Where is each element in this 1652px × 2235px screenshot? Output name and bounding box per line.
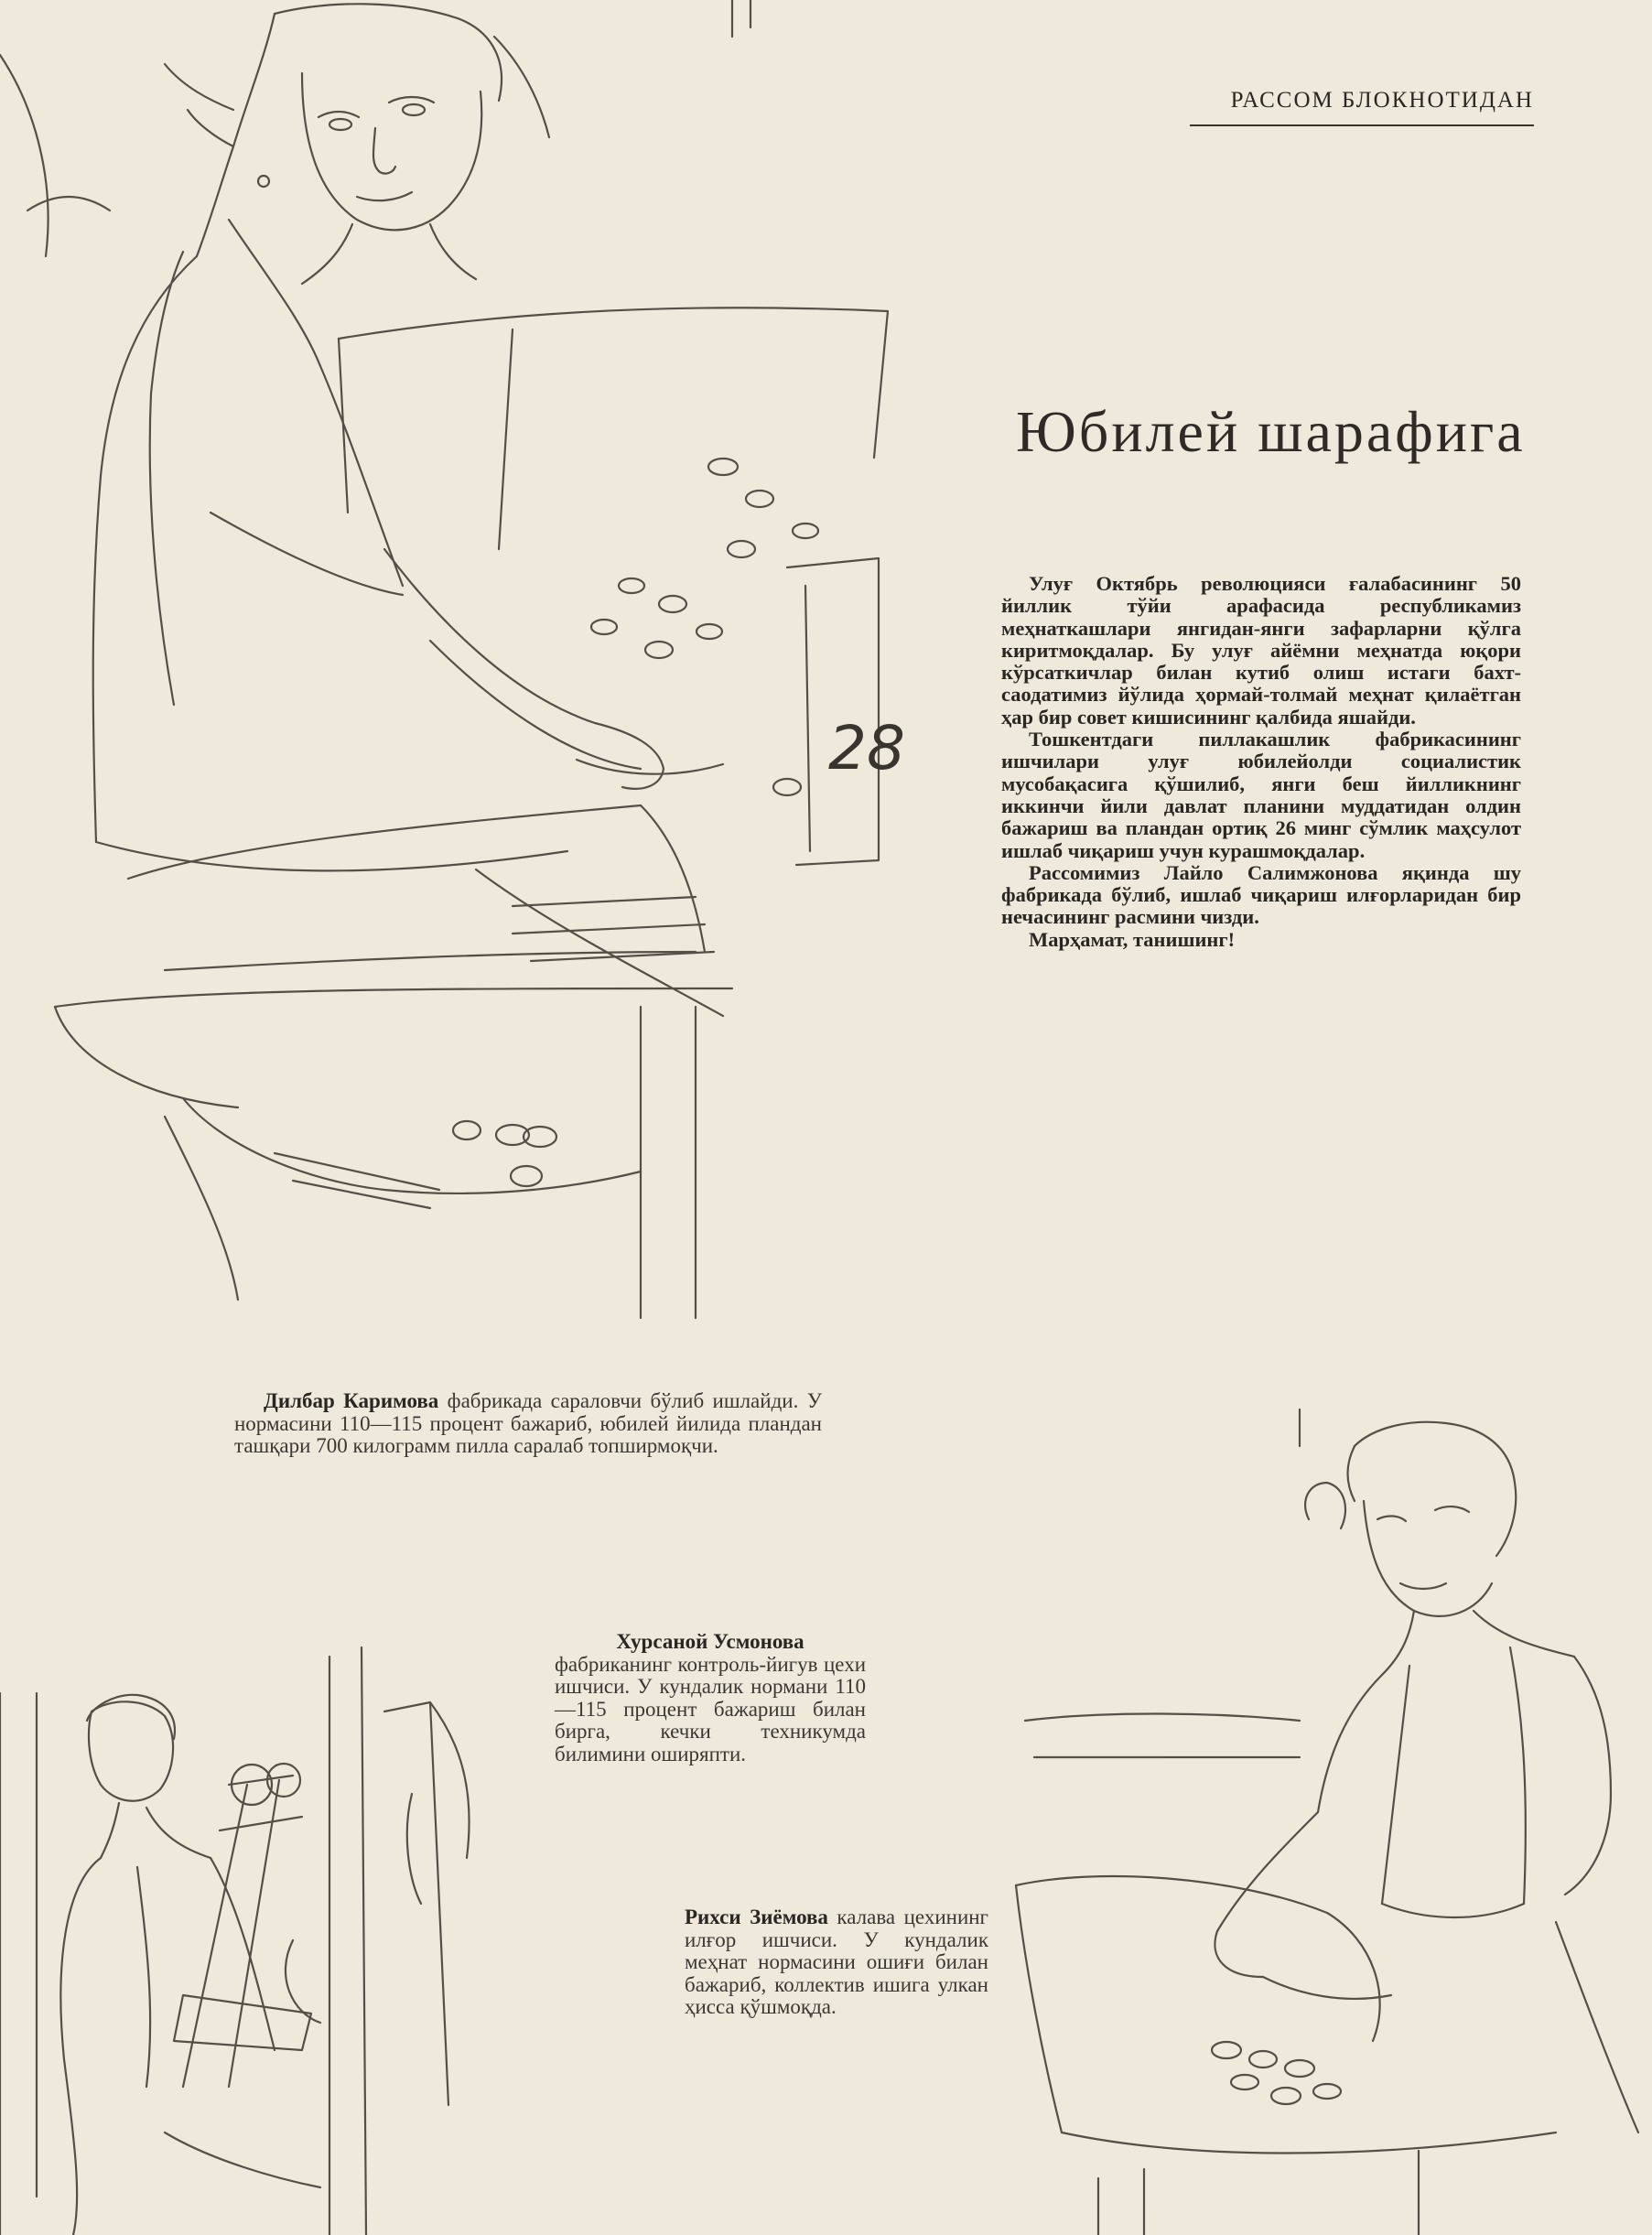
section-header: РАССОМ БЛОКНОТИДАН (1190, 88, 1534, 126)
caption-name: Хурсаной Усмонова (616, 1630, 804, 1653)
caption-text: фабриканинг контроль-йигув цехи ишчиси. У кундалик нормани 110—115 процент бажариш билан бирга, кечки техникумда билимини оширяпти. (555, 1652, 866, 1765)
caption-name: Рихси Зиёмова (685, 1906, 828, 1928)
caption-name: Дилбар Каримова (264, 1389, 439, 1412)
bin-number: 28 (828, 713, 905, 783)
caption-text: фабрикада сараловчи бўлиб ишлайди. У нормасини 110—115 процент бажариб, юбилей йилида пландан ташқари 700 килограмм пилла саралаб топширмоқчи. (234, 1389, 822, 1457)
intro-paragraph-2: Тошкентдаги пиллакашлик фабрикасининг ишчилари улуғ юбилейолди социалистик мусобақасига қўшилиб, янги беш йилликнинг иккинчи йили давлат планини муддатидан олдин бажариш ва пландан ортиқ 26 минг сўмлик маҳсулот ишлаб чиқариш учун курашмоқдалар. (1001, 728, 1521, 862)
caption-text: калава цехининг илғор ишчиси. У кундалик меҳнат нормасини ошиғи билан бажариб, коллектив ишига улкан ҳисса қўшмоқда. (685, 1906, 988, 2018)
intro-paragraph-4: Марҳамат, танишинг! (1029, 927, 1236, 951)
intro-paragraph-1: Улуғ Октябрь революцияси ғалабасининг 50 йиллик тўйи арафасида республикамиз меҳнаткашлари янгидан-янги зафарларни қўлга киритмоқдалар. Бу улуғ айёмни меҳнатда юқори кўрсаткичлар билан кутиб олиш истаги бахт-саодатимиз йўлида ҳормай-толмай меҳнат қилаётган ҳар бир совет кишисининг қалбида яшайди. (1001, 572, 1521, 729)
intro-paragraph-3: Рассомимиз Лайло Салимжонова яқинда шу фабрикада бўлиб, ишлаб чиқариш илғорларидан бир нечасининг расмини чизди. (1001, 860, 1521, 929)
caption-ziyomova (685, 1906, 988, 2019)
caption-usmonova (555, 1631, 866, 1765)
article-title: Юбилей шарафига (1016, 399, 1526, 464)
article-intro (1001, 573, 1521, 951)
caption-karimova (234, 1390, 822, 1458)
